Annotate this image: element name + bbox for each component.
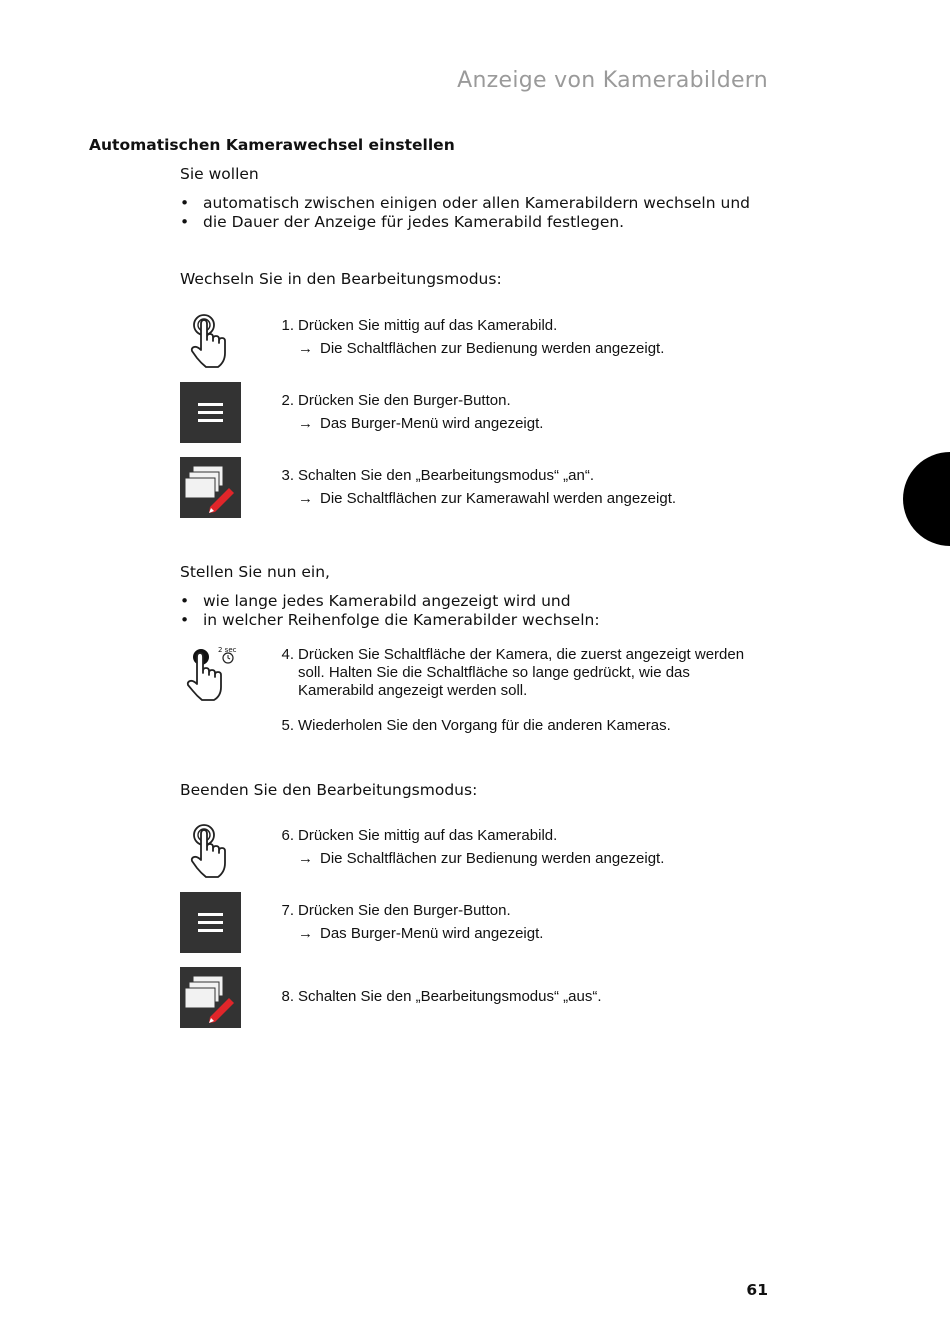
step-result bbox=[298, 340, 664, 357]
burger-menu-icon bbox=[180, 892, 241, 953]
step-result bbox=[298, 415, 543, 432]
enter-mode-heading: Wechseln Sie in den Bearbeitungsmodus: bbox=[180, 270, 502, 288]
step-3 bbox=[180, 457, 780, 518]
bullet-dot: • bbox=[180, 194, 190, 212]
arrow-icon: → bbox=[298, 925, 313, 942]
step-text: Wiederholen Sie den Vorgang für die anderen Kameras. bbox=[298, 717, 671, 734]
step-result-text: Das Burger-Menü wird angezeigt. bbox=[320, 925, 544, 942]
step-result-text: Das Burger-Menü wird angezeigt. bbox=[320, 415, 544, 432]
step-4 bbox=[180, 645, 780, 706]
bullet-item bbox=[180, 611, 600, 630]
bullet-text: in welcher Reihenfolge die Kamerabilder wechseln: bbox=[203, 611, 600, 629]
long-press-label: 2 sec bbox=[218, 646, 237, 654]
bullet-dot: • bbox=[180, 611, 190, 629]
step-2 bbox=[180, 382, 780, 443]
step-text: Drücken Sie mittig auf das Kamerabild. bbox=[298, 317, 558, 334]
configure-bullets bbox=[180, 592, 600, 630]
tap-hand-icon bbox=[180, 310, 241, 371]
bullet-dot: • bbox=[180, 592, 190, 610]
tap-hand-icon bbox=[180, 820, 241, 881]
bullet-dot: • bbox=[180, 213, 190, 231]
step-result bbox=[298, 490, 676, 507]
page-number: 61 bbox=[746, 1281, 768, 1299]
step-text: Drücken Sie mittig auf das Kamerabild. bbox=[298, 827, 558, 844]
bullet-item bbox=[180, 194, 750, 213]
configure-heading: Stellen Sie nun ein, bbox=[180, 563, 330, 581]
step-text: Drücken Sie den Burger-Button. bbox=[298, 902, 511, 919]
step-result bbox=[298, 850, 664, 867]
step-text: Schalten Sie den „Bearbeitungsmodus“ „aus“. bbox=[298, 988, 602, 1005]
intro-text: Sie wollen bbox=[180, 165, 259, 183]
arrow-icon: → bbox=[298, 490, 313, 507]
step-result-text: Die Schaltflächen zur Kamerawahl werden angezeigt. bbox=[320, 490, 677, 507]
step-5 bbox=[180, 717, 780, 741]
exit-mode-heading: Beenden Sie den Bearbeitungsmodus: bbox=[180, 781, 478, 799]
long-press-hand-icon bbox=[180, 645, 241, 706]
step-text: Drücken Sie Schaltfläche der Kamera, die zuerst angezeigt werden soll. Halten Sie die Schaltfläche so lange gedrückt, wie das Kamerabild angezeigt werden soll. bbox=[298, 646, 745, 699]
step-text: Schalten Sie den „Bearbeitungsmodus“ „an“. bbox=[298, 467, 595, 484]
arrow-icon: → bbox=[298, 340, 313, 357]
step-8 bbox=[180, 967, 780, 1028]
step-1 bbox=[180, 310, 780, 371]
step-number: 7. bbox=[281, 902, 294, 919]
step-number: 6. bbox=[281, 827, 294, 844]
bullet-text: automatisch zwischen einigen oder allen Kamerabildern wechseln und bbox=[203, 194, 750, 212]
step-6 bbox=[180, 820, 780, 881]
step-number: 2. bbox=[281, 392, 294, 409]
page-header: Anzeige von Kamerabildern bbox=[457, 68, 768, 93]
bullet-item bbox=[180, 592, 600, 611]
step-number: 3. bbox=[281, 467, 294, 484]
step-text: Drücken Sie den Burger-Button. bbox=[298, 392, 511, 409]
bullet-item bbox=[180, 213, 750, 232]
step-result-text: Die Schaltflächen zur Bedienung werden angezeigt. bbox=[320, 850, 665, 867]
step-number: 8. bbox=[281, 988, 294, 1005]
edit-mode-icon bbox=[180, 457, 241, 518]
burger-menu-icon bbox=[180, 382, 241, 443]
step-number: 1. bbox=[281, 317, 294, 334]
step-7 bbox=[180, 892, 780, 953]
step-number: 5. bbox=[281, 717, 294, 734]
bullet-text: die Dauer der Anzeige für jedes Kamerabild festlegen. bbox=[203, 213, 625, 231]
step-number: 4. bbox=[281, 646, 294, 663]
arrow-icon: → bbox=[298, 850, 313, 867]
step-result bbox=[298, 925, 543, 942]
section-title: Automatischen Kamerawechsel einstellen bbox=[89, 136, 455, 154]
intro-bullets bbox=[180, 194, 750, 232]
step-result-text: Die Schaltflächen zur Bedienung werden angezeigt. bbox=[320, 340, 665, 357]
bullet-text: wie lange jedes Kamerabild angezeigt wird und bbox=[203, 592, 571, 610]
chapter-tab-marker bbox=[903, 452, 950, 546]
edit-mode-icon bbox=[180, 967, 241, 1028]
arrow-icon: → bbox=[298, 415, 313, 432]
